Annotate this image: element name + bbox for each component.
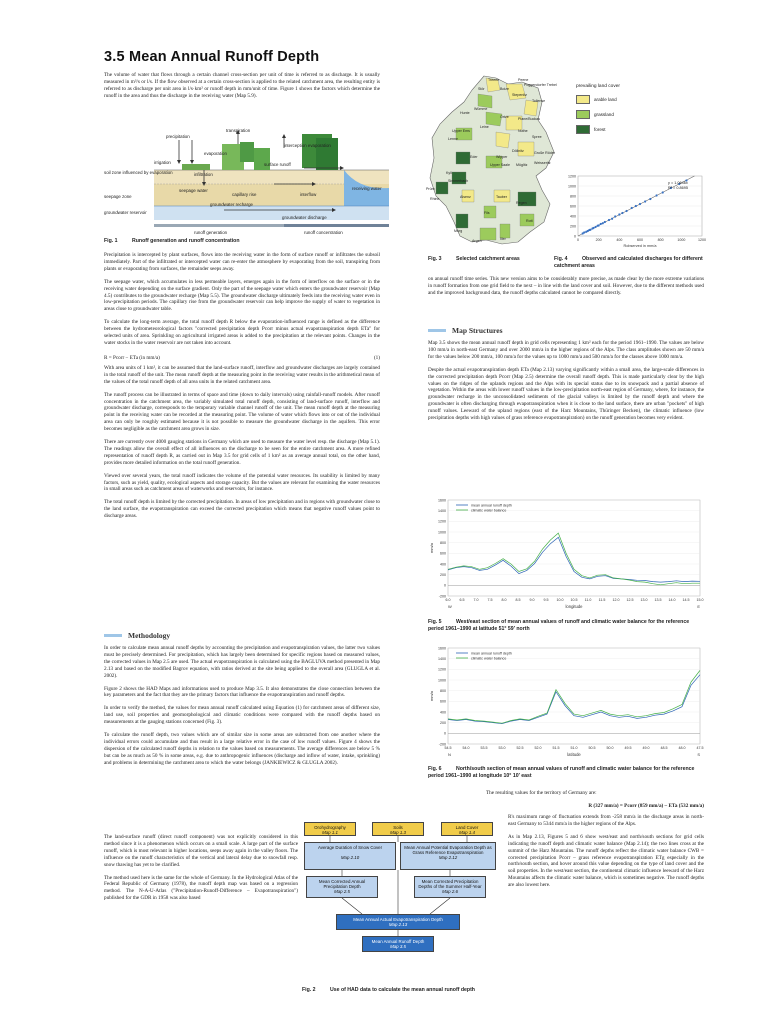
svg-text:Poggendorfer Trebel: Poggendorfer Trebel — [524, 83, 557, 87]
paragraph: In order to calculate mean annual runoff depths by accounting the precipitation and evapotranspiration values, the latter two values must be precisely determined. For precipitation, which has largely been determined for specific regions based on measured values, the corrected values in Map 2.5 are used. The actual evapotranspiration is calculated using the BAGLUVA method presented in Map 2.13 and based on the modified Bagrov equation, with ratios derived at the site being applied to the overall area (GLUGLA et al. 2002). — [104, 645, 380, 679]
figure-4-scatter — [560, 172, 710, 252]
x-tick-label: 53.5 — [480, 746, 488, 750]
scatter-point — [662, 191, 664, 193]
svg-text:Upper Ems: Upper Ems — [452, 129, 470, 133]
x-tick-label: 8.5 — [515, 598, 521, 602]
x-tick-label: 800 — [657, 238, 664, 242]
y-tick-label: 1400 — [438, 656, 446, 661]
x-tick-label: 7.0 — [473, 598, 479, 602]
paragraph: Viewed over several years, the total runoff indicates the volume of the potential water resources. Its usability is limited by many factors, such as yield, quality, ecological aspects and storage capacity. But the values are relevant for examining the water resources in small areas such as catchment areas of waterworks and reservoirs, for instance. — [104, 472, 380, 493]
figure-2-flowchart — [302, 822, 498, 982]
x-tick-label: 50.0 — [606, 746, 614, 750]
paragraph: Figure 2 shows the HAD Maps and informations used to produce Map 3.5. It also demonstrates the close connection between the key parameters and the fact that they are the primary factors that influence the evapotranspiration and runoff depths. — [104, 685, 380, 699]
paragraph: Map 3.5 shows the mean annual runoff depth in grid cells representing 1 km² each for the period 1961–1990. The values are below 100 mm/a in north-east Germany and over 2000 mm/a in the higher regions of the Alps. The class amplitudes shown are 50 mm/a for the values below 200 mm/a, 100 mm/a for the values up to 1000 mm/a and 500 mm/a for the classes above 1000 mm/a. — [428, 340, 704, 360]
paragraph: The land-surface runoff (direct runoff component) was not explicitly considered in this method since it is a phenomenon which occurs on a small scale. A large part of the surface runoff, which is most relevant in higher locations, seeps away again in the valley floors. The influence on the runoff characteristics of the vertical and lateral delay due to snowfall resp. snow thawing has yet to be clarified. — [104, 834, 298, 868]
svg-text:Rott: Rott — [526, 219, 533, 223]
x-tick-label: 1000 — [677, 238, 686, 242]
figure-1-caption: Fig. 1 Runoff generation and runoff concentration — [104, 238, 240, 244]
equation-1: R = Pcorr − ETa (in mm/a) (1) — [104, 354, 380, 361]
box-potential-evaporation: Mean Annual Potential Evaporation Depth as Grass Reference Evapotranspiration Map 2.12 — [400, 842, 496, 870]
x-tick-label: 13.0 — [640, 598, 648, 602]
svg-text:Müglitz: Müglitz — [516, 163, 528, 167]
label-receiving-water: receiving water — [352, 186, 382, 191]
label-runoff-concentration: runoff concentration — [304, 230, 343, 235]
paragraph: R's maximum range of fluctuation extends from -258 mm/a in the discharge areas in north-east Germany to 5344 mm/a in the higher regions of the Alps. — [508, 814, 704, 827]
x-tick-label: 52.0 — [534, 746, 542, 750]
map-structures-heading: Map Structures — [428, 326, 502, 335]
y-tick-label: 1000 — [438, 530, 446, 535]
svg-text:Upper Saale: Upper Saale — [490, 163, 510, 167]
svg-text:Murg: Murg — [454, 229, 463, 233]
left-column-intro — [104, 72, 380, 106]
right-column-top — [428, 276, 704, 303]
scatter-point — [594, 226, 596, 228]
svg-text:Tauber: Tauber — [496, 195, 507, 199]
svg-text:Iller: Iller — [500, 237, 506, 241]
methodology-text-narrow — [104, 834, 298, 908]
label-capillary-rise: capillary rise — [232, 192, 257, 197]
scatter-point — [608, 219, 610, 221]
y-tick-label: 1600 — [438, 498, 446, 503]
y-tick-label: 600 — [440, 699, 446, 704]
scatter-point — [621, 212, 623, 214]
svg-text:Wümme: Wümme — [474, 107, 488, 111]
svg-text:Stepenitz: Stepenitz — [512, 93, 527, 97]
paragraph: As in Map 2.13, Figures 5 and 6 show west/east and north/south sections for grid cells indicating the runoff depth and climatic water balance (Map 2.14); the two lines cross at the summit of the Harz Mountains. The runoff depths reflect the climatic water balance CWB = corrected precipitation Pcorr – grass reference evapotranspiration ETg especially in the north/south section, and hover around this value depending on the type of land cover and the soil properties. In the west/east section, the continental climatic influence leeward of the Harz Mountains affects the climatic water balance, which is sometimes negative. The runoff depths are also lowest here. — [508, 833, 704, 889]
methodology-heading: Methodology — [104, 631, 170, 640]
y-tick-label: 1000 — [438, 678, 446, 683]
svg-text:Rhine: Rhine — [430, 197, 440, 201]
svg-text:Große Röder: Große Röder — [534, 151, 555, 155]
y-tick-label: 1200 — [438, 667, 446, 672]
paragraph: There are currently over 4000 gauging stations in Germany which are used to measure the water level resp. the discharge (Map 5.1). The readings allow the overall effect of all influences on the discharge to be seen for the entire catchment area. A more refined representation of runoff depth R, as carried out in Map 3.5 for grid cells of 1 km² as an average annual total, on the other hand, provides more detailed information on the total runoff generation. — [104, 439, 380, 466]
x-tick-label: 6.5 — [459, 598, 465, 602]
box-snow-cover: Average Duration of Snow Cover Map 2.10 — [304, 842, 396, 870]
svg-text:Weisseritz: Weisseritz — [534, 161, 551, 165]
x-tick-label: 49.0 — [642, 746, 650, 750]
y-tick-label: 200 — [440, 720, 446, 725]
legend-label: mean annual runoff depth — [471, 651, 512, 656]
legend-label: mean annual runoff depth — [471, 503, 512, 508]
x-tick-label: 14.0 — [668, 598, 676, 602]
figure-1-diagram — [104, 124, 404, 236]
paragraph: The total runoff depth is limited by the corrected precipitation. In areas of low precipitation and in regions with groundwater close to the land surface, the evapotranspiration can exceed the corrected precipitation which means that negative runoff values point to discharge areas. — [104, 499, 380, 520]
label-groundwater-discharge: groundwater discharge — [282, 215, 327, 220]
x-tick-label: 8.0 — [501, 598, 507, 602]
svg-text:Spree: Spree — [532, 135, 542, 139]
scatter-point — [635, 205, 637, 207]
x-tick-label: 11.0 — [584, 598, 592, 602]
y-tick-label: 400 — [440, 562, 446, 567]
y-tick-label: 1200 — [438, 519, 446, 524]
plot-frame — [448, 500, 700, 596]
y-tick-label: 400 — [440, 710, 446, 715]
box-land-cover: Land Cover Map 1.4 — [441, 822, 493, 836]
figure-3-caption: Fig. 3 Selected catchment areas — [428, 256, 520, 262]
figure-2-caption: Fig. 2 Use of HAD data to calculate the mean annual runoff depth — [302, 987, 475, 993]
paragraph: The volume of water that flows through a certain channel cross-section per unit of time is referred to as discharge. It is usually measured in m³/s or l/s. If the flow observed at a certain cross-section is applied to the related catchment area, the resulting entity is referred to as discharge per unit area in l/s·km² or runoff depth in mm/unit of time. Figure 1 shows the factors which determine the runoff in the area and thus the discharge in the receiving water (Map 5.9). — [104, 72, 380, 99]
figure-4-caption: Fig. 4 Observed and calculated discharges for different catchment areas — [554, 256, 703, 269]
scatter-point — [611, 218, 613, 220]
scatter-point — [618, 213, 620, 215]
box-actual-evapotranspiration: Mean Annual Actual Evapotranspiration Depth Map 2.13 — [336, 914, 460, 930]
paragraph: To calculate the long-term average, the total runoff depth R below the evaporation-influenced range is defined as the difference between the hydrometeorological factors "corrected precipitation depth Pcorr minus actual evapotranspiration depth ETa" for selected units of area. Sprinkling on agricultural irrigated areas is added to the precipitation at the relevant points. Changes in the water stocks in the water reservoir are not taken into account. — [104, 319, 380, 346]
svg-text:Peene: Peene — [518, 78, 529, 82]
legend-label: climatic water balance — [471, 656, 507, 661]
x-tick-label: 48.5 — [660, 746, 668, 750]
label-soil-zone: soil zone influenced by evaporation — [104, 170, 173, 175]
svg-text:Alsenz: Alsenz — [460, 195, 471, 199]
svg-text:Prüm: Prüm — [426, 187, 435, 191]
scatter-point — [639, 203, 641, 205]
label-interception: interception evaporation — [284, 143, 331, 148]
series-line — [448, 675, 700, 724]
scatter-point — [598, 224, 600, 226]
y-tick-label: -200 — [438, 594, 446, 599]
scatter-point — [614, 215, 616, 217]
paragraph: The seepage water, which accumulates in less permeable layers, emerges again in the form of interflow on the surface or in the receiving water depending on the surface gradient. Only the part of the seepage water which enters the groundwater reservoir (Map 4.5) contributes to the groundwater recharge (Map 5.5). The groundwater discharge ultimately feeds into the receiving water even in low-precipitation periods. The capillary rise from the groundwater reservoir can help improve the supply of water to vegetation in areas close to groundwater table. — [104, 278, 380, 313]
x-tick-label: 200 — [595, 238, 602, 242]
label-groundwater-recharge: groundwater recharge — [210, 202, 253, 207]
svg-text:Leine: Leine — [480, 125, 489, 129]
label-surface-runoff: surface runoff — [264, 162, 291, 167]
label-runoff-generation: runoff generation — [194, 230, 228, 235]
label-irrigation: irrigation — [154, 160, 171, 165]
x-tick-label: 12.5 — [626, 598, 634, 602]
x-tick-label: 49.5 — [624, 746, 632, 750]
x-tick-label: 1200 — [698, 238, 706, 242]
svg-text:Lenne: Lenne — [448, 137, 458, 141]
x-tick-label: 47.5 — [696, 746, 704, 750]
x-tick-label: 51.0 — [570, 746, 578, 750]
box-runoff-depth: Mean Annual Runoff Depth Map 3.5 — [362, 936, 434, 952]
y-tick-label: 1200 — [568, 174, 576, 179]
paragraph: Despite the actual evapotranspiration depth ETa (Map 2.13) varying significantly within a small area, the large-scale differences in the corrected precipitation depth Pcorr (Map 2.5) determine the overall runoff depth. This is made particularly clear by the high values on the ridges of the uplands regions and the Alps with its special status due to its snowpack and a partial absence of vegetation. Within the areas with lower runoff values in the low-precipitation north-east region of Germany, where, for instance, the groundwater recharge in the unconsolidated sediments of the glacial valleys is limited by the runoff depth and where the groundwater is often discharging through evapotranspiration when it is close to the land surface, there are urban "pockets" of high runoff values. Leeward of the upland regions (east of the Harz Mountains, Thüringer Becken), the climatic influence (low precipitation depths with high values of grass reference evapotranspiration) on the runoff generation becomes very evident. — [428, 366, 704, 422]
svg-text:Ortze: Ortze — [500, 115, 509, 119]
paragraph: With area units of 1 km², it can be assumed that the land-surface runoff, interflow and groundwater discharges are largely contained in the total runoff of the unit. The mean runoff depth at the measuring point in the receiving water results in the arithmetical mean of the values of the total runoff depth of all area units in the related catchment area. — [104, 364, 380, 385]
x-end-label: N — [448, 752, 451, 757]
svg-text:Treene: Treene — [488, 78, 500, 82]
equation-label: y = 1.0646x — [668, 181, 688, 185]
scatter-point — [600, 223, 602, 225]
page-title: 3.5 Mean Annual Runoff Depth — [104, 49, 320, 65]
svg-text:Nuthe: Nuthe — [518, 129, 528, 133]
map-structures-text — [428, 340, 704, 428]
y-axis-label: mm/a — [429, 543, 434, 553]
plot-frame — [448, 648, 700, 744]
scatter-point — [604, 221, 606, 223]
x-axis-label: longitude — [565, 604, 583, 609]
svg-text:Argen: Argen — [472, 239, 482, 243]
y-tick-label: 0 — [444, 583, 446, 588]
x-end-label: S — [697, 752, 700, 757]
legend-item-arable: arable land — [576, 95, 696, 104]
x-tick-label: 48.0 — [678, 746, 686, 750]
r2-label: R² = 0.8695 — [668, 186, 688, 190]
svg-text:Boize: Boize — [500, 87, 509, 91]
y-tick-label: 400 — [570, 214, 576, 219]
y-tick-label: -200 — [438, 742, 446, 747]
scatter-point — [592, 227, 594, 229]
scatter-point — [602, 222, 604, 224]
scatter-point — [655, 194, 657, 196]
x-end-label: E — [697, 604, 700, 609]
x-tick-label: 600 — [637, 238, 643, 242]
x-tick-label: 12.0 — [612, 598, 620, 602]
y-tick-label: 600 — [440, 551, 446, 556]
svg-text:Hunte: Hunte — [460, 111, 470, 115]
svg-text:Kyll: Kyll — [446, 171, 452, 175]
x-tick-label: 11.5 — [598, 598, 606, 602]
legend-label: climatic water balance — [471, 508, 507, 513]
y-tick-label: 600 — [570, 204, 576, 209]
paragraph: The resulting values for the territory of Germany are: — [486, 790, 597, 796]
paragraph: The runoff process can be illustrated in terms of space and time (down to daily intervals) using rainfall-runoff models. After runoff concentration in the catchment area, the variably simulated total runoff depth, consisting of land-surface runoff, interflow and groundwater discharge, corresponds to the temporary variable channel runoff of the unit. The mean runoff depth at the measuring point in the receiving water can be recorded at the measuring point. The volume of water which flows into or out of the individual area can only be roughly estimated because it is not possible to measure the groundwater discharge in the aquifers. This error becomes negligible as the catchment area grows in size. — [104, 391, 380, 433]
x-tick-label: 9.5 — [543, 598, 549, 602]
figure-3-map — [426, 72, 562, 252]
right-column-bottom — [486, 790, 704, 816]
label-infiltration: infiltration — [194, 172, 213, 177]
figure-5-line-chart — [428, 496, 710, 618]
x-tick-label: 15.0 — [696, 598, 704, 602]
x-tick-label: 7.5 — [487, 598, 493, 602]
svg-text:Simmerbach: Simmerbach — [448, 179, 469, 183]
label-evaporation: evaporation — [204, 151, 227, 156]
scatter-point — [583, 231, 585, 233]
paragraph: To calculate the runoff depth, two values which are of similar size in some areas are subtracted from one another where the individual errors could accumulate and thus result in a large relative error in the case of low runoff values. Figure 4 shows the dispersion of the calculated runoff depths in relation to the values based on measurements. The average differences are below 5 % but can be as much as 50 % in some areas, e.g. due to anthropogenic influences (discharge and inflow of water, intake, sprinkling) and problems in determining the catchment area to which the water belongs (JANKIEWICZ & GLUGLA 2002). — [104, 732, 380, 766]
svg-text:Stör: Stör — [478, 87, 485, 91]
svg-text:Wipper: Wipper — [496, 155, 508, 159]
x-tick-label: 10.0 — [556, 598, 564, 602]
x-axis-label: latitude — [567, 752, 581, 757]
crop-shape — [182, 164, 210, 170]
methodology-text — [104, 645, 380, 773]
x-tick-label: 53.0 — [498, 746, 506, 750]
label-transpiration: transpiration — [226, 128, 251, 133]
y-tick-label: 1600 — [438, 646, 446, 651]
y-tick-label: 0 — [444, 731, 446, 736]
left-column-body — [104, 252, 380, 526]
land-cover-legend — [576, 84, 696, 134]
right-column-final — [508, 814, 704, 895]
scatter-point — [589, 229, 591, 231]
box-corrected-precipitation: Mean Corrected Annual Precipitation Depth Map 2.5 — [306, 876, 378, 898]
y-tick-label: 1000 — [568, 184, 576, 189]
svg-text:Fils: Fils — [484, 211, 490, 215]
svg-text:Döllnitz: Döllnitz — [512, 149, 524, 153]
result-formula: R (327 mm/a) = Pcorr (859 mm/a) – ETa (532 mm/a) — [588, 802, 704, 809]
scatter-point — [631, 207, 633, 209]
paragraph: on annual runoff time series. This new version aims to be considerably more precise, as made clear by the more extreme variations in runoff formation from one grid field to the next – in line with the land cover and soil. However, due to the different methods used and the improved background data, the runoff depths calculated cannot be compared directly. — [428, 276, 704, 296]
x-tick-label: 50.5 — [588, 746, 596, 750]
series-line — [448, 537, 700, 582]
x-tick-label: 52.5 — [516, 746, 524, 750]
y-tick-label: 800 — [440, 540, 446, 545]
x-tick-label: 6.0 — [445, 598, 451, 602]
groundwater-layer — [154, 206, 389, 220]
x-tick-label: 0 — [577, 238, 579, 242]
legend-item-grassland: grassland — [576, 110, 696, 119]
label-groundwater-reservoir: groundwater reservoir — [104, 210, 147, 215]
x-tick-label: 13.5 — [654, 598, 662, 602]
x-tick-label: 54.5 — [444, 746, 452, 750]
label-interflow: interflow — [300, 192, 317, 197]
y-tick-label: 800 — [440, 688, 446, 693]
legend-title: prevailing land cover — [576, 84, 620, 89]
y-tick-label: 0 — [574, 234, 576, 239]
x-tick-label: 14.5 — [682, 598, 690, 602]
x-tick-label: 400 — [616, 238, 623, 242]
box-summer-precipitation: Mean Corrected Precipitation Depths of the Summer Half-Year Map 2.6 — [414, 876, 486, 898]
x-axis-label: Robserved in mm/a — [623, 244, 657, 248]
paragraph: Precipitation is intercepted by plant surfaces, flows into the receiving water in the form of surface runoff or infiltrates the subsoil immediately. Part of the infiltrated or intercepted water can re-enter the atmosphere by evaporating from the soil, transpiring from plants or evaporating from surfaces, the remainder seeps away. — [104, 252, 380, 272]
tree-shape — [240, 142, 254, 162]
x-tick-label: 9.0 — [529, 598, 535, 602]
label-precipitation: precipitation — [166, 134, 190, 139]
y-tick-label: 800 — [570, 194, 576, 199]
x-tick-label: 54.0 — [462, 746, 470, 750]
legend-item-forest: forest — [576, 125, 696, 134]
x-tick-label: 51.5 — [552, 746, 560, 750]
x-end-label: W — [448, 604, 452, 609]
figure-6-line-chart — [428, 644, 710, 764]
svg-text:Plane/Buckau: Plane/Buckau — [518, 117, 541, 121]
label-seepage-water: seepage water — [179, 188, 208, 193]
box-orohydrography: Orohydrography Map 1.1 — [304, 822, 356, 836]
paragraph: The method used here is the same for the whole of Germany. In the Hydrological Atlas of the Federal Republic of Germany (1978), the runoff depth map was based on a regression method. The N-A-U-Atlas ("Precipitation-Runoff-Difference – Evapotranspiration") published for the GDR in 1958 was also based — [104, 874, 298, 902]
figure-5-caption: Fig. 5 West/east section of mean annual values of runoff and climatic water balance for the reference period 1961–1990 at latitude 51° 59′ north — [428, 619, 690, 632]
svg-text:Tollense: Tollense — [532, 99, 546, 103]
y-tick-label: 200 — [570, 224, 576, 229]
scatter-point — [649, 198, 651, 200]
svg-text:Regen: Regen — [516, 201, 527, 205]
figure-6-caption: Fig. 6 North/south section of mean annual values of runoff and climatic water balance for the reference period 1961–1990 at longitude 10° 10′ east — [428, 766, 695, 779]
scatter-point — [644, 200, 646, 202]
y-tick-label: 200 — [440, 572, 446, 577]
svg-text:Eder: Eder — [470, 155, 478, 159]
series-line — [448, 533, 700, 585]
y-tick-label: 1400 — [438, 508, 446, 513]
box-soils: Soils Map 1.3 — [372, 822, 424, 836]
paragraph: In order to verify the method, the values for mean annual runoff calculated using Equation (1) for catchment areas of different size, land use, soil properties and geomorphological and climatic conditions were compared with the runoff depths based on measurements at the gauging stations concerned (Fig. 3). — [104, 705, 380, 726]
scatter-point — [625, 210, 627, 212]
label-seepage-zone: seepage zone — [104, 194, 132, 199]
y-axis-label: mm/a — [429, 691, 434, 701]
x-tick-label: 10.5 — [570, 598, 578, 602]
